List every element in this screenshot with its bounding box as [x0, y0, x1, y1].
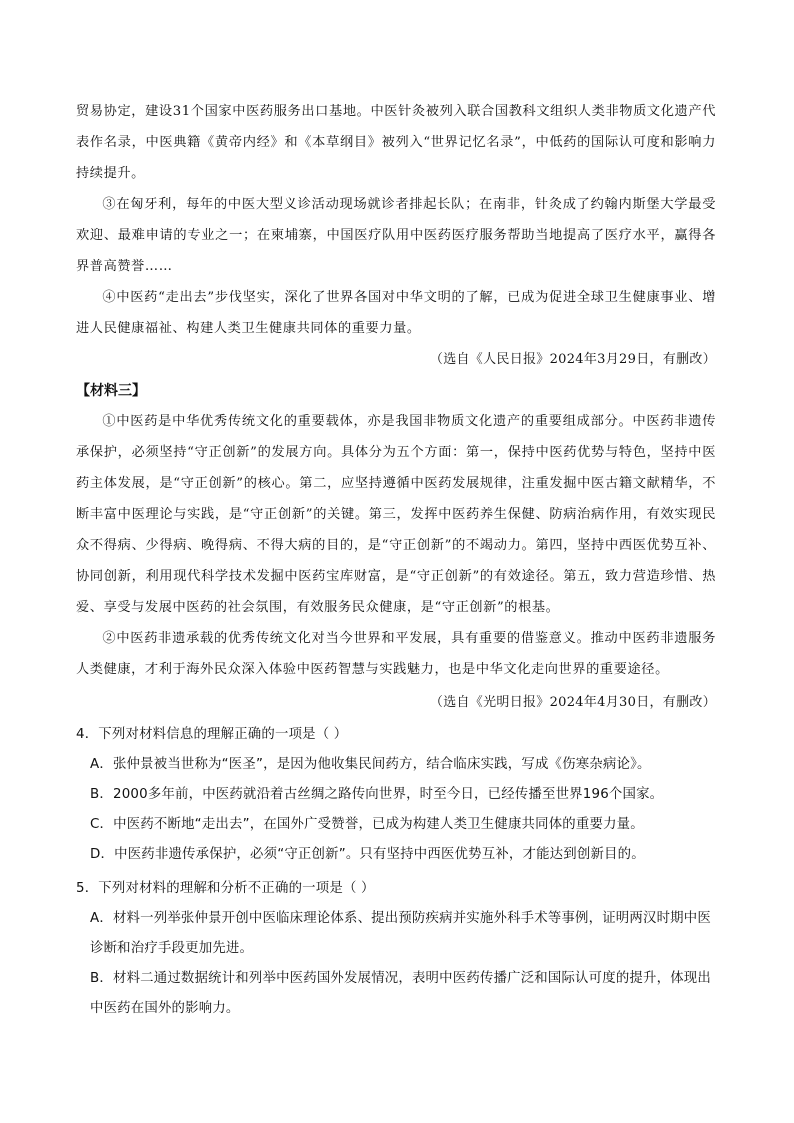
question-4-option-a: A．张仲景被当世称为“医圣”，是因为他收集民间药方，结合临床实践，写成《伤寒杂病论》。 [90, 757, 651, 772]
question-4-option-c: C．中医药不断地“走出去”，在国外广受赞誉，已成为构建人类卫生健康共同体的重要力量。 [90, 817, 644, 832]
material3-heading: 【材料三】 [76, 383, 146, 399]
material2-source: （选自《人民日报》2024年3月29日，有删改） [429, 352, 716, 367]
material3-paragraph-1: ①中医药是中华优秀传统文化的重要载体，亦是我国非物质文化遗产的重要组成部分。中医药非遗传承保护，必须坚持“守正创新”的发展方向。具体分为五个方面：第一，保持中医药优势与特色，坚持中医药主体发展，是“守正创新”的核心。第二，应坚持遵循中医药发展规律，注重发掘中医古籍文献精华，不断丰富中医理论与实践，是“守正创新”的关键。第三，发挥中医药养生保健、防病治病作用，有效实现民众不得病、少得病、晚得病、不得大病的目的，是“守正创新”的不竭动力。第四，坚持中西医优势互补、协同创新，利用现代科学技术发掘中医药宝库财富，是“守正创新”的有效途径。第五，致力营造珍惜、热爱、享受与发展中医药的社会氛围，有效服务民众健康，是“守正创新”的根基。 [76, 414, 716, 615]
question-4 [76, 720, 716, 870]
question-4-option-b: B．2000多年前，中医药就沿着古丝绸之路传向世界，时至今日，已经传播至世界196个国家。 [90, 787, 664, 802]
material2-paragraph-4: ④中医药“走出去”步伐坚实，深化了世界各国对中华文明的了解，已成为促进全球卫生健康事业、增进人民健康福祉、构建人类卫生健康共同体的重要力量。 [76, 290, 716, 336]
material3-paragraph-2: ②中医药非遗承载的优秀传统文化对当今世界和平发展，具有重要的借鉴意义。推动中医药非遗服务人类健康，才利于海外民众深入体验中医药智慧与实践魅力，也是中华文化走向世界的重要途径。 [76, 631, 716, 677]
question-5-option-a: A．材料一列举张仲景开创中医临床理论体系、提出预防疾病并实施外科手术等事例，证明两汉时期中医诊断和治疗手段更加先进。 [90, 911, 711, 956]
material2-section [76, 96, 716, 344]
question-5-option-b: B．材料二通过数据统计和列举中医药国外发展情况，表明中医药传播广泛和国际认可度的提升，体现出中医药在国外的影响力。 [90, 971, 711, 1016]
material2-paragraph-3: ③在匈牙利，每年的中医大型义诊活动现场就诊者排起长队；在南非，针灸成了约翰内斯堡大学最受欢迎、最难申请的专业之一；在柬埔寨，中国医疗队用中医药医疗服务帮助当地提高了医疗水平，赢得各界普高赞誉…… [76, 197, 716, 274]
material2-paragraph-2-continued: 贸易协定，建设31个国家中医药服务出口基地。中医针灸被列入联合国教科文组织人类非物质文化遗产代表作名录，中医典籍《黄帝内经》和《本草纲目》被列入“世界记忆名录”，中低药的国际认可度和影响力持续提升。 [76, 104, 716, 181]
material3-source: （选自《光明日报》2024年4月30日，有删改） [429, 695, 716, 710]
material3-section [76, 406, 716, 685]
question-4-option-d: D．中医药非遗传承保护，必须“守正创新”。只有坚持中西医优势互补，才能达到创新目的。 [90, 847, 645, 862]
question-4-stem: 4．下列对材料信息的理解正确的一项是（ ） [76, 727, 348, 742]
question-5-stem: 5．下列对材料的理解和分析不正确的一项是（ ） [76, 881, 375, 896]
question-5 [76, 874, 716, 1024]
